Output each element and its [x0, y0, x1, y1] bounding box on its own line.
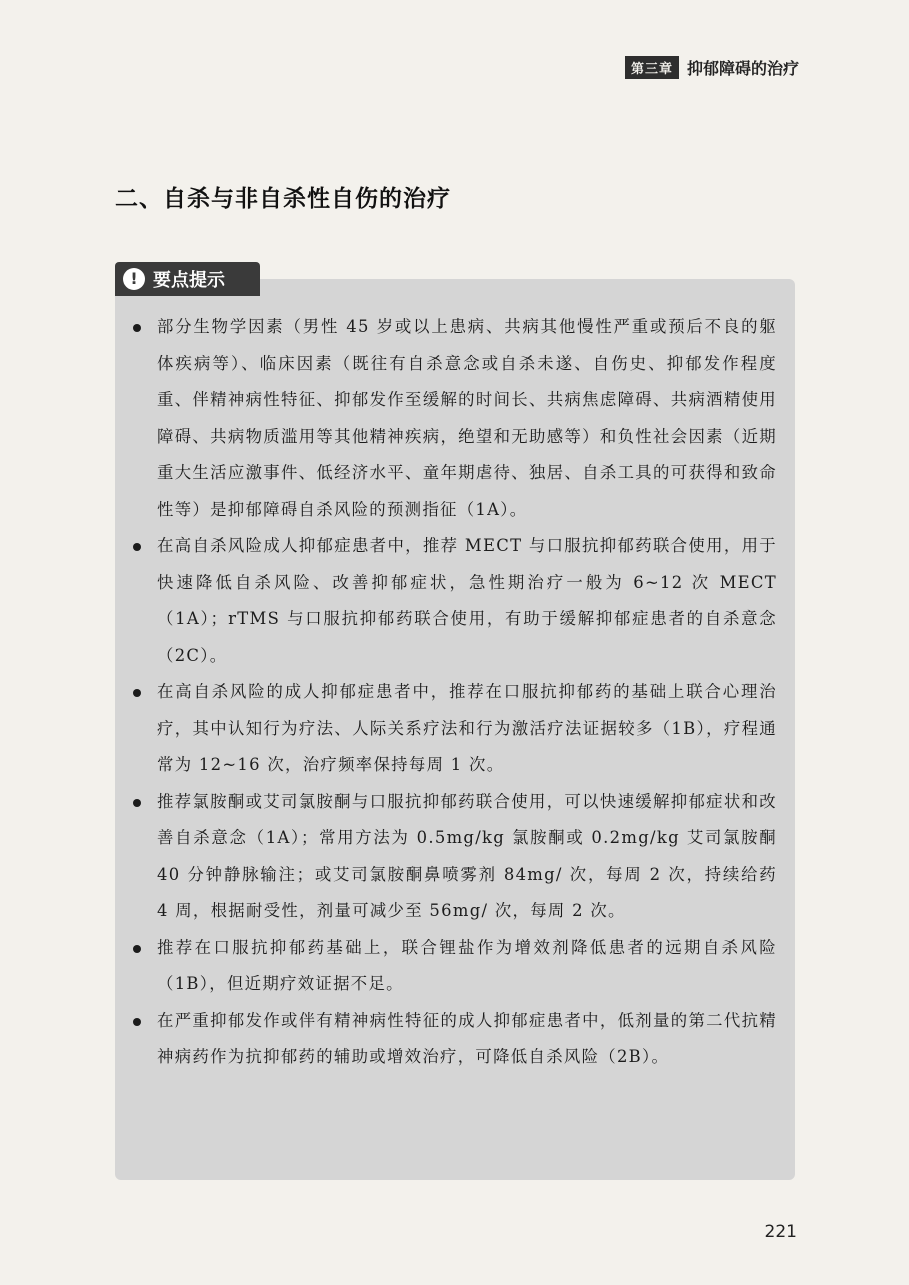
bullet-icon: [133, 945, 141, 953]
keypoint-item-2: [131, 528, 777, 674]
keypoint-text: 在高自杀风险的成人抑郁症患者中，推荐在口服抗抑郁药的基础上联合心理治疗，其中认知行为疗法、人际关系疗法和行为激活疗法证据较多（1B），疗程通常为 12~16 次，治疗频率保持每周 1 次。: [157, 682, 777, 774]
keypoints-badge-label: 要点提示: [153, 270, 225, 291]
keypoints-list: [131, 309, 777, 1076]
bullet-icon: [133, 543, 141, 551]
keypoint-text: 在高自杀风险成人抑郁症患者中，推荐 MECT 与口服抗抑郁药联合使用，用于快速降低自杀风险、改善抑郁症状，急性期治疗一般为 6~12 次 MECT（1A）；rTMS 与口服抗抑郁药联合使用，有助于缓解抑郁症患者的自杀意念（2C）。: [157, 536, 777, 665]
keypoint-item-3: [131, 674, 777, 784]
running-header: [625, 56, 799, 79]
section-heading: 二、自杀与非自杀性自伤的治疗: [115, 186, 451, 212]
keypoint-text: 推荐在口服抗抑郁药基础上，联合锂盐作为增效剂降低患者的远期自杀风险（1B），但近期疗效证据不足。: [157, 937, 777, 993]
page-number: 221: [764, 1222, 797, 1242]
exclamation-icon: !: [123, 268, 145, 290]
bullet-icon: [133, 1018, 141, 1026]
keypoint-item-1: [131, 309, 777, 528]
keypoint-item-6: [131, 1003, 777, 1076]
bullet-icon: [133, 689, 141, 697]
chapter-tag: 第三章: [625, 56, 679, 79]
keypoints-badge: [115, 262, 260, 296]
chapter-title: 抑郁障碍的治疗: [686, 59, 799, 78]
keypoint-text: 在严重抑郁发作或伴有精神病性特征的成人抑郁症患者中，低剂量的第二代抗精神病药作为抗抑郁药的辅助或增效治疗，可降低自杀风险（2B）。: [157, 1010, 777, 1066]
keypoint-item-5: [131, 930, 777, 1003]
keypoint-item-4: [131, 784, 777, 930]
keypoint-text: 部分生物学因素（男性 45 岁或以上患病、共病其他慢性严重或预后不良的躯体疾病等）、临床因素（既往有自杀意念或自杀未遂、自伤史、抑郁发作程度重、伴精神病性特征、抑郁发作至缓解的时间长、共病焦虑障碍、共病酒精使用障碍、共病物质滥用等其他精神疾病，绝望和无助感等）和负性社会因素（近期重大生活应激事件、低经济水平、童年期虐待、独居、自杀工具的可获得和致命性等）是抑郁障碍自杀风险的预测指征（1A）。: [157, 317, 777, 519]
keypoints-box: [115, 279, 795, 1180]
bullet-icon: [133, 324, 141, 332]
keypoint-text: 推荐氯胺酮或艾司氯胺酮与口服抗抑郁药联合使用，可以快速缓解抑郁症状和改善自杀意念（1A）；常用方法为 0.5mg/kg 氯胺酮或 0.2mg/kg 艾司氯胺酮 40 分钟静脉输注；或艾司氯胺酮鼻喷雾剂 84mg/ 次，每周 2 次，持续给药 4 周，根据耐受性，剂量可减少至 56mg/ 次，每周 2 次。: [157, 791, 777, 920]
bullet-icon: [133, 799, 141, 807]
